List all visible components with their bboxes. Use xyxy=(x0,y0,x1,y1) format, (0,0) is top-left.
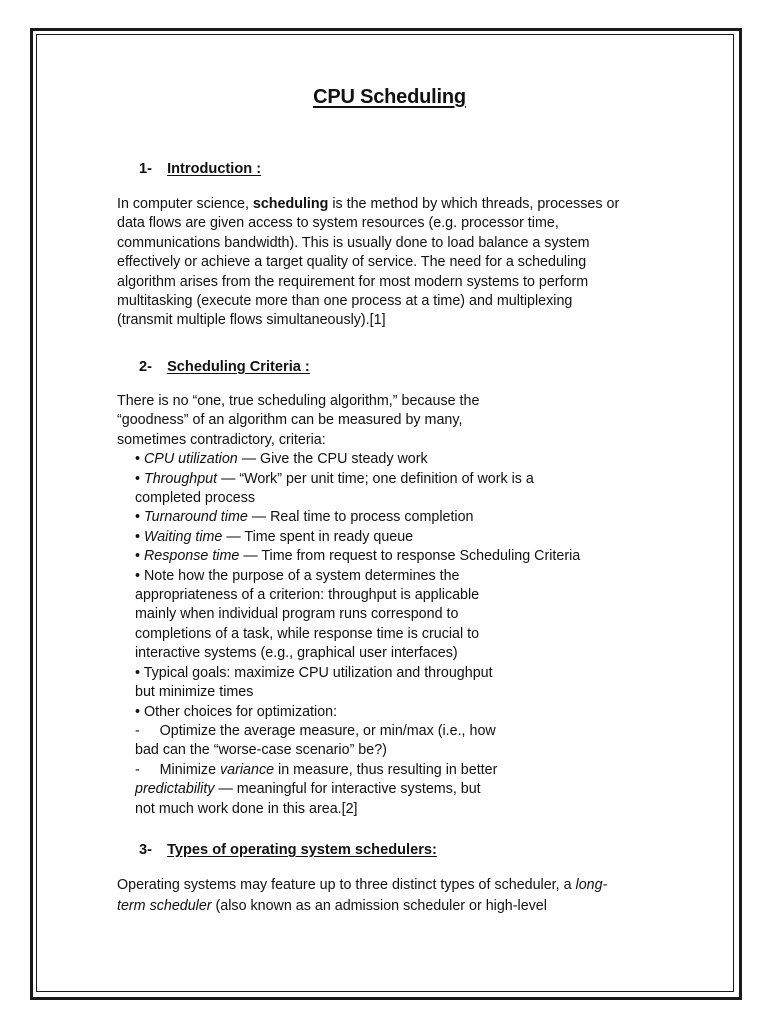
text-line: In computer science, scheduling is the method by which threads, processes or xyxy=(117,196,620,212)
text-line: but minimize times xyxy=(135,684,254,701)
bullet-item: • CPU utilization — Give the CPU steady work xyxy=(135,451,428,468)
introduction-paragraph xyxy=(117,195,662,331)
bullet-item: • Throughput — “Work” per unit time; one definition of work is a xyxy=(135,470,534,487)
text-line: effectively or achieve a target quality of service. The need for a scheduling xyxy=(117,254,587,271)
scheduler-types-paragraph xyxy=(117,875,662,917)
section-heading-text: Types of operating system schedulers: xyxy=(167,842,437,858)
bullet-item: • Waiting time — Time spent in ready queue xyxy=(135,528,414,545)
section-heading-scheduling-criteria xyxy=(139,358,310,377)
dash-item: - Optimize the average measure, or min/max (i.e., how xyxy=(135,722,496,739)
bullet-item: • Turnaround time — Real time to process completion xyxy=(135,509,474,526)
text-line: sometimes contradictory, criteria: xyxy=(117,431,326,448)
text-line: “goodness” of an algorithm can be measured by many, xyxy=(117,412,463,429)
text-line: bad can the “worse-case scenario” be?) xyxy=(135,742,387,759)
section-number: 1- xyxy=(139,161,152,177)
text-line: There is no “one, true scheduling algorithm,” because the xyxy=(117,393,480,409)
bullet-item: • Typical goals: maximize CPU utilization and throughput xyxy=(135,664,493,681)
text-line: (transmit multiple flows simultaneously).[1] xyxy=(117,312,386,329)
section-heading-scheduler-types xyxy=(139,841,437,860)
text-line: predictability — meaningful for interactive systems, but xyxy=(135,781,481,798)
text-line: completed process xyxy=(135,490,255,507)
section-number: 3- xyxy=(139,842,152,858)
section-heading-introduction xyxy=(139,160,261,179)
scheduling-criteria-paragraph xyxy=(117,392,662,819)
text-line: communications bandwidth). This is usually done to load balance a system xyxy=(117,234,590,251)
dash-item: - Minimize variance in measure, thus resulting in better xyxy=(135,761,498,778)
text-line: appropriateness of a criterion: throughput is applicable xyxy=(135,587,480,604)
text-line: algorithm arises from the requirement for most modern systems to perform xyxy=(117,273,589,290)
section-heading-text: Introduction : xyxy=(167,161,262,177)
text-line: data flows are given access to system resources (e.g. processor time, xyxy=(117,215,559,232)
bullet-item: • Other choices for optimization: xyxy=(135,703,338,720)
text-line: mainly when individual program runs correspond to xyxy=(135,606,459,623)
bullet-item: • Response time — Time from request to response Scheduling Criteria xyxy=(135,548,581,565)
text-line: completions of a task, while response time is crucial to xyxy=(135,625,480,642)
section-number: 2- xyxy=(139,359,152,375)
bullet-item: • Note how the purpose of a system determines the xyxy=(135,567,460,584)
text-line: term scheduler (also known as an admission scheduler or high-level xyxy=(117,898,547,914)
text-line: multitasking (execute more than one process at a time) and multiplexing xyxy=(117,293,573,310)
text-line: interactive systems (e.g., graphical user interfaces) xyxy=(135,645,458,662)
text-line: not much work done in this area.[2] xyxy=(135,800,358,817)
document-title: CPU Scheduling xyxy=(313,86,466,108)
text-line: Operating systems may feature up to three distinct types of scheduler, a long- xyxy=(117,877,608,893)
section-heading-text: Scheduling Criteria : xyxy=(167,359,310,375)
